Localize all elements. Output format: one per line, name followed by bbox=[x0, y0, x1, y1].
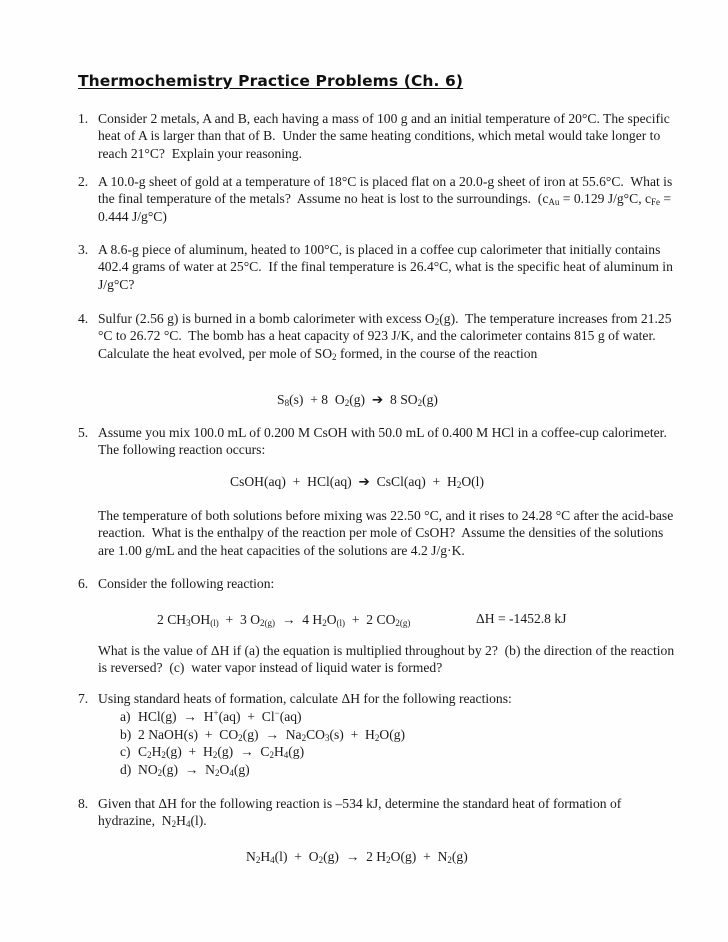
question-number: 1. bbox=[78, 111, 89, 126]
part-label: d) bbox=[120, 761, 132, 777]
reaction-parts-list bbox=[120, 708, 678, 778]
question-number: 8. bbox=[78, 796, 89, 811]
question-1 bbox=[78, 110, 678, 162]
question-text: Assume you mix 100.0 mL of 0.200 M CsOH with 50.0 mL of 0.400 M HCl in a coffee-cup calorimeter. The following reaction occurs: bbox=[98, 425, 671, 458]
equation-neutralization: CsOH(aq) + HCl(aq) ➔ CsCl(aq) + $H_2O(l)$ bbox=[230, 474, 484, 490]
question-2 bbox=[78, 173, 678, 225]
equation-methanol-combustion: 2 $CH_3OH_{(l)} + 3$ $O_{2(g)} \to 4$ $H_2O_{(l)} + 2$ $CO_{2(g)}$ bbox=[157, 612, 411, 628]
question-text: Using standard heats of formation, calculate ΔH for the following reactions: bbox=[98, 691, 512, 706]
question-number: 3. bbox=[78, 242, 89, 257]
question-followup-text: The temperature of both solutions before mixing was 22.50 °C, and it rises to 24.28 °C after the acid-base reaction. What is the enthalpy of the reaction per mole of CsOH? Assume the densities of the solutions are 1.00 g/mL and the heat capacities of the solutions are 4.2 J/g·K. bbox=[98, 508, 674, 558]
question-text: Consider 2 metals, A and B, each having a mass of 100 g and an initial temperature of 20°C. The specific heat of A is larger than that of B. Under the same heating conditions, which metal would take longer to reach 21°C? Explain your reasoning. bbox=[98, 111, 670, 161]
question-8 bbox=[78, 795, 678, 830]
reaction-part-d bbox=[120, 761, 678, 778]
question-3 bbox=[78, 241, 678, 293]
reaction-part-a bbox=[120, 708, 678, 725]
part-label: a) bbox=[120, 709, 131, 725]
reaction-part-c bbox=[120, 743, 678, 760]
question-text: A 8.6-g piece of aluminum, heated to 100°C, is placed in a coffee cup calorimeter that initially contains 402.4 grams of water at 25°C. If the final temperature is 26.4°C, what is the specific heat of aluminum in J/g°C? bbox=[98, 242, 673, 292]
part-equation: $NO_2(g) \to N_2O_4(g)$ bbox=[138, 761, 250, 778]
part-label: c) bbox=[120, 744, 131, 760]
delta-h-value: ΔH = -1452.8 kJ bbox=[476, 611, 567, 626]
page-title: Thermochemistry Practice Problems (Ch. 6) bbox=[78, 72, 464, 90]
question-number: 2. bbox=[78, 174, 89, 189]
question-text: A 10.0-g sheet of gold at a temperature of 18°C is placed flat on a 20.0-g sheet of iron at 55.6°C. What is the final temperature of the metals? Assume no heat is lost to the surroundings. ($c_{Au} = 0.129$ J/g°C, $c_{Fe} = 0.444$ J/g°C) bbox=[98, 174, 673, 224]
part-equation: $C_2H_2(g) + H_2(g) \to C_2H_4(g)$ bbox=[138, 744, 305, 761]
question-5-followup bbox=[78, 507, 678, 559]
equation-sulfur-combustion: $S_8(s) + 8$ $O_2(g)$ ➔ 8 $SO_2(g)$ bbox=[277, 392, 438, 408]
question-5 bbox=[78, 424, 678, 459]
part-equation: 2 NaOH(s) + $CO_2(g) \to Na_2CO_3(s) + H_2O(g)$ bbox=[138, 726, 406, 743]
part-equation: HCl(g) → H+(aq) + Cl−(aq) bbox=[138, 708, 302, 725]
question-text: Sulfur (2.56 g) is burned in a bomb calorimeter with excess $O_2(g)$. The temperature increases from 21.25 °C to 26.72 °C. The bomb has a heat capacity of 923 J/K, and the calorimeter contains 815 g of water. Calculate the heat evolved, per mole of $SO_2$ formed, in the course of the reaction bbox=[98, 311, 672, 362]
question-4 bbox=[78, 310, 678, 362]
question-text: Given that ΔH for the following reaction is –534 kJ, determine the standard heat of formation of hydrazine, $N_2H_4(l)$. bbox=[98, 796, 622, 830]
question-6 bbox=[78, 575, 678, 592]
question-number: 7. bbox=[78, 691, 89, 706]
question-followup-text: What is the value of ΔH if (a) the equation is multiplied throughout by 2? (b) the direction of the reaction is reversed? (c) water vapor instead of liquid water is formed? bbox=[98, 643, 675, 676]
equation-hydrazine-combustion: $N_2H_4(l) + O_2(g) \to 2$ $H_2O(g) + N_2(g)$ bbox=[246, 849, 468, 865]
question-number: 6. bbox=[78, 576, 89, 591]
question-6-followup bbox=[78, 642, 678, 677]
reaction-part-b bbox=[120, 726, 678, 743]
question-text: Consider the following reaction: bbox=[98, 576, 275, 591]
part-label: b) bbox=[120, 726, 132, 742]
question-number: 5. bbox=[78, 425, 89, 440]
question-7 bbox=[78, 690, 678, 778]
question-number: 4. bbox=[78, 311, 89, 326]
